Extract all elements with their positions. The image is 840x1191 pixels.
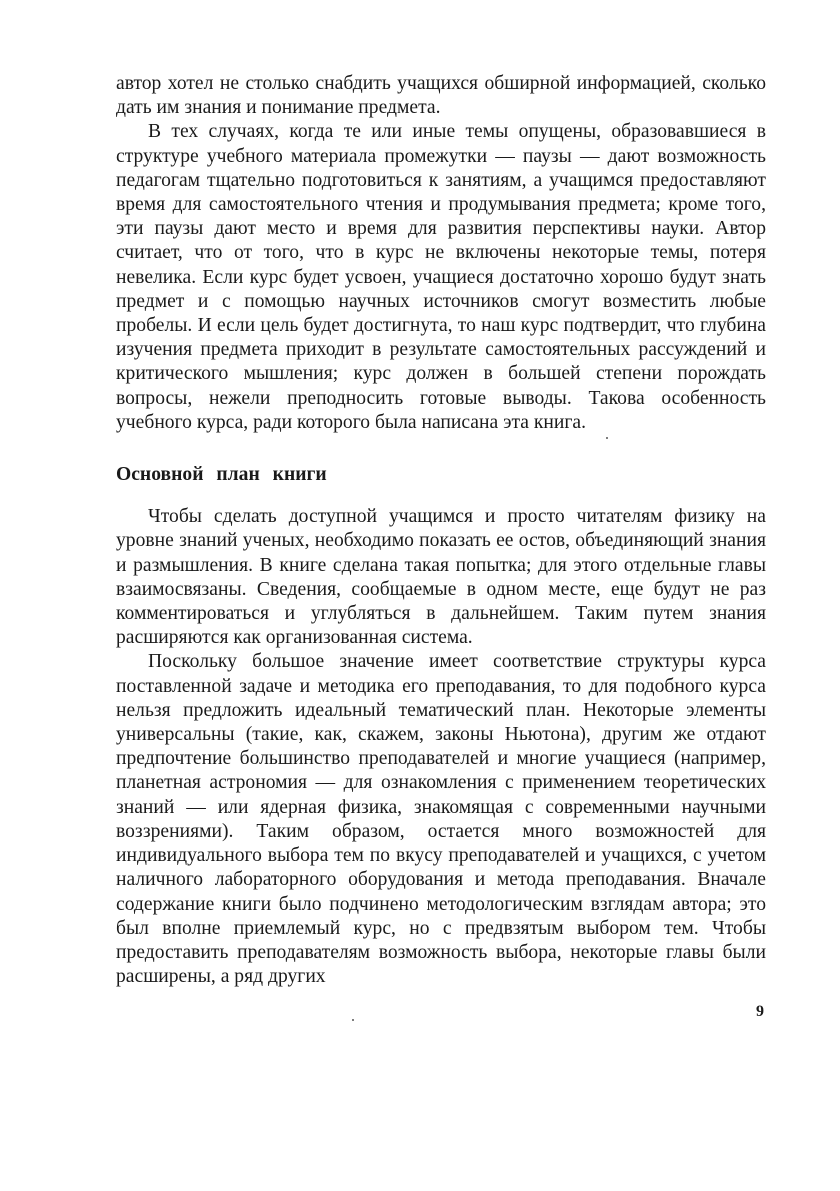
intro-paragraph-2: В тех случаях, когда те или иные темы опущены, образовавшиеся в структуре учебного материала промежутки — паузы — дают возможность педагогам тщательно подготовиться к занятиям, а учащимся предоставляют время для самостоятельного чтения и продумывания предмета; кроме того, эти паузы дают место и время для развития перспективы науки. Автор считает, что от того, что в курс не включены некоторые темы, потеря невелика. Если курс будет усвоен, учащиеся достаточно хорошо будут знать предмет и с помощью научных источников смогут возместить любые пробелы. И если цель будет достигнута, то наш курс подтвердит, что глубина изучения предмета приходит в результате самостоятельных рассуждений и критического мышления; курс должен в большей степени порождать вопросы, нежели преподносить готовые выводы. Такова особенность учебного курса, ради которого была написана эта книга. xyxy=(116,121,766,433)
page-body xyxy=(116,72,766,989)
intro-paragraph-1: автор хотел не столько снабдить учащихся обширной информацией, сколько дать им знания и понимание предмета. xyxy=(116,73,766,119)
section-heading: Основной план книги xyxy=(116,464,327,486)
section-paragraph-1: Чтобы сделать доступной учащимся и просто читателям физику на уровне знаний ученых, необходимо показать ее остов, объединяющий знания и размышления. В книге сделана такая попытка; для этого отдельные главы взаимосвязаны. Сведения, сообщаемые в одном месте, еще будут не раз комментироваться и углубляться в дальнейшем. Таким путем знания расширяются как организованная система. xyxy=(116,506,766,649)
page-number: 9 xyxy=(756,1003,764,1020)
scan-speck xyxy=(352,1019,354,1021)
scan-speck xyxy=(606,437,608,439)
section-paragraph-2: Поскольку большое значение имеет соответствие структуры курса поставленной задаче и методика его преподавания, то для подобного курса нельзя предложить идеальный тематический план. Некоторые элементы универсальны (такие, как, скажем, законы Ньютона), другим же отдают предпочтение большинство преподавателей и многие учащиеся (например, планетная астрономия — для ознакомления с применением теоретических знаний — или ядерная физика, знакомящая с современными научными воззрениями). Таким образом, остается много возможностей для индивидуального выбора тем по вкусу преподавателей и учащихся, с учетом наличного лабораторного оборудования и метода преподавания. Вначале содержание книги было подчинено методологическим взглядам автора; это был вполне приемлемый курс, но с предвзятым выбором тем. Чтобы предоставить преподавателям возможность выбора, некоторые главы были расширены, а ряд других xyxy=(116,651,766,988)
